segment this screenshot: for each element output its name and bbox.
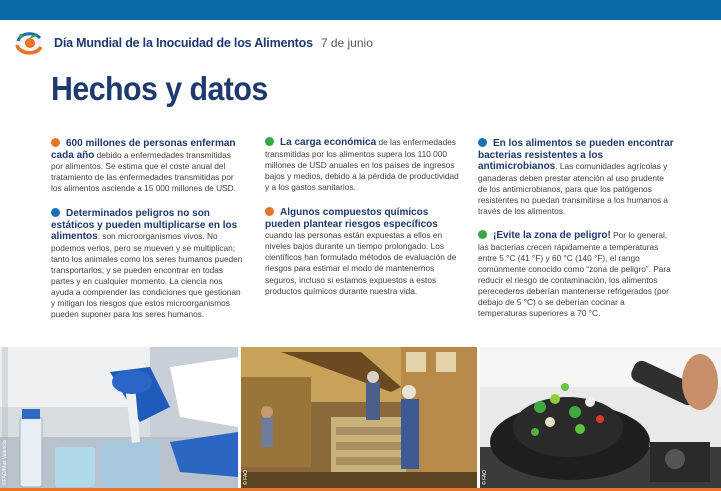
fact-block-illness [51,138,241,194]
warehouse-photo [241,347,477,491]
blue-bullet-icon [478,138,487,147]
page-title: Hechos y datos [51,70,268,107]
fact-heading: Determinados peligros no son estáticos y pueden multiplicarse en los alimentos [51,208,238,243]
fact-block-economic-burden [265,137,465,193]
fact-body: Por lo general, las bacterias crecen rápidamente a temperaturas entre 5 °C (41 °F) y 60 °C (140 °F), el rango comúnmente conocido como “zona de peligro”. Para reducir el riesgo de contaminación, los alimentos perecederos deberían mantenerse refrigerados (por debajo de 5 °C) o se deberían cocinar a temperaturas superiores a 70 °C. [478,230,671,319]
laboratory-photo [0,347,238,491]
fact-heading: Algunos compuestos químicos pueden plantear riesgos específicos [265,207,438,230]
header-title: Día Mundial de la Inocuidad de los Alimentos [54,36,313,50]
blue-bullet-icon [51,208,60,217]
fact-heading: En los alimentos se pueden encontrar bacterias resistentes a los antimicrobianos [478,138,674,173]
fact-block-antimicrobial [478,138,674,217]
fact-block-chemicals [265,207,465,297]
orange-bullet-icon [51,138,60,147]
fact-body: de las enfermedades transmitidas por los alimentos supera los 110 000 millones de USD anuales en los países de ingresos bajos y medios, debido a la pérdida de productividad y a los gastos sanitarios. [265,137,459,192]
photo-credit: © FAO [482,469,488,485]
food-safety-day-logo [12,28,46,58]
fact-heading: 600 millones de personas enferman cada año [51,138,236,161]
green-bullet-icon [265,137,274,146]
fact-body: . Las comunidades agrícolas y ganaderas deben prestar atención al uso prudente de los antimicrobianos, para que los patógenos resistentes no puedan transmitirse a los humanos a través de los alimentos. [478,161,669,217]
fact-body: debido a enfermedades transmitidas por alimentos. Se estima que el coste anual del tratamiento de las enfermedades transmitidas por los alimentos asciende a 15 000 millones de USD. [51,149,236,194]
fact-body: : son microorganismos vivos. No podemos verlos, pero se mueven y se multiplican; tanto los animales como los seres humanos pueden transportarlos, y se pueden encontrar en todas partes y en cualquier momento. La ciencia nos ayuda a comprender las condiciones que gestionan y mitigan los riesgos que estos microorganismos pueden suponer para los seres humanos. [51,231,243,320]
fact-block-danger-zone [478,230,674,319]
fact-block-hazards [51,208,243,320]
orange-bullet-icon [265,207,274,216]
top-banner-bar [0,0,721,20]
green-bullet-icon [478,230,487,239]
photo-credit: © FAO [243,469,249,485]
photo-credit: ©FAO/Max Valencia [2,440,8,485]
fact-heading: La carga económica [280,137,377,148]
cooking-photo [480,347,721,491]
fact-heading: ¡Evite la zona de peligro! [493,230,611,241]
fact-body: cuando las personas están expuestas a ellos en niveles bajos durante un tiempo prolongado. Los científicos han formulado métodos de evaluación de riesgos para estimar el modo de mantenernos seguros, incluso si estamos expuestos a estos productos químicos durante nuestra vida. [265,230,457,296]
header-date: 7 de junio [320,36,373,50]
page-header [12,28,373,58]
